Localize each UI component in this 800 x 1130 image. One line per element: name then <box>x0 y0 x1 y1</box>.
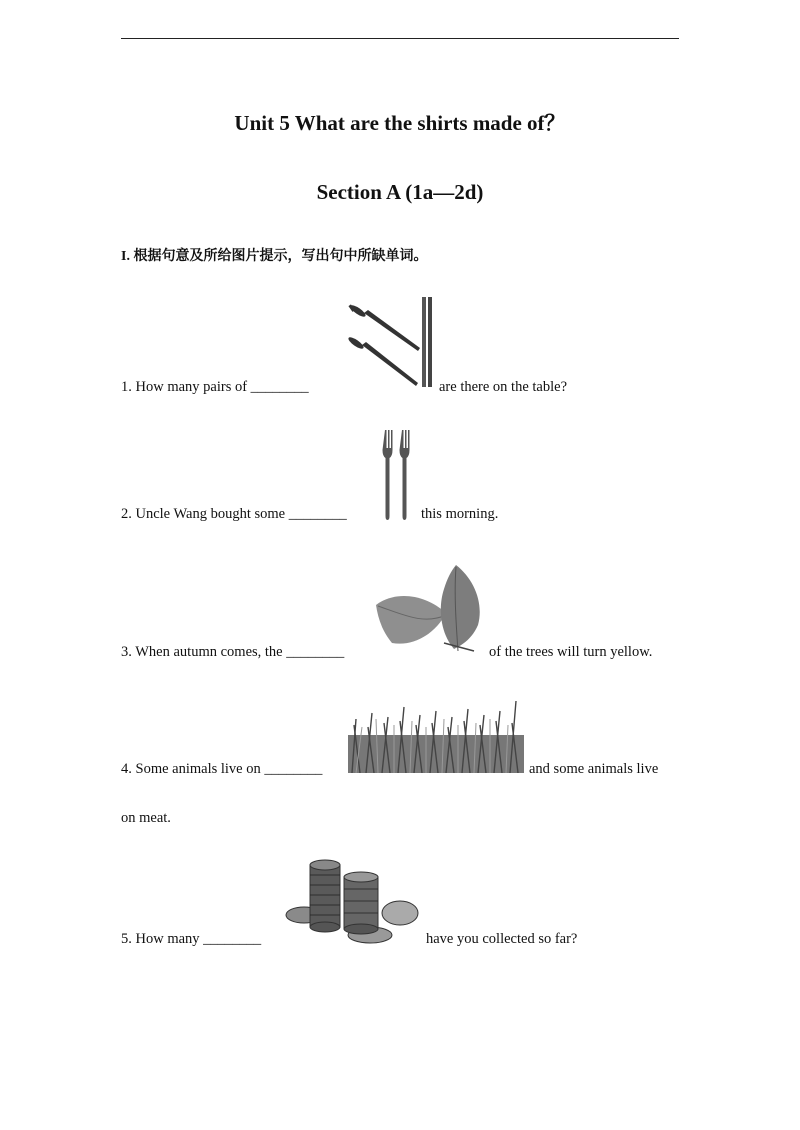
question-4-continuation: on meat. <box>121 810 171 826</box>
question-1-after: are there on the table? <box>439 379 568 395</box>
question-4-before: 4. Some animals live on ________ <box>121 761 323 777</box>
question-2-before: 2. Uncle Wang bought some ________ <box>121 506 347 522</box>
question-2-after: this morning. <box>421 506 499 522</box>
question-4-after: and some animals live <box>529 761 659 777</box>
instruction-text: 根据句意及所给图片提示，写出句中所缺单词。 <box>133 248 428 264</box>
instruction <box>121 245 427 265</box>
unit-title: Unit 5 What are the shirts made of？ <box>234 111 566 135</box>
leaves-picture <box>374 563 486 655</box>
instruction-number: I. <box>121 249 130 264</box>
question-3-after: of the trees will turn yellow. <box>489 644 653 660</box>
grass-picture <box>348 697 524 773</box>
section-title: Section A (1a—2d) <box>316 180 484 204</box>
question-5-after: have you collected so far? <box>426 931 578 947</box>
forks-picture <box>382 428 416 520</box>
question-3-before: 3. When autumn comes, the ________ <box>121 644 345 660</box>
coins-picture <box>282 855 422 945</box>
question-1-before: 1. How many pairs of ________ <box>121 379 309 395</box>
chopsticks-picture <box>338 293 438 393</box>
header-rule <box>121 38 679 39</box>
question-5-before: 5. How many ________ <box>121 931 262 947</box>
